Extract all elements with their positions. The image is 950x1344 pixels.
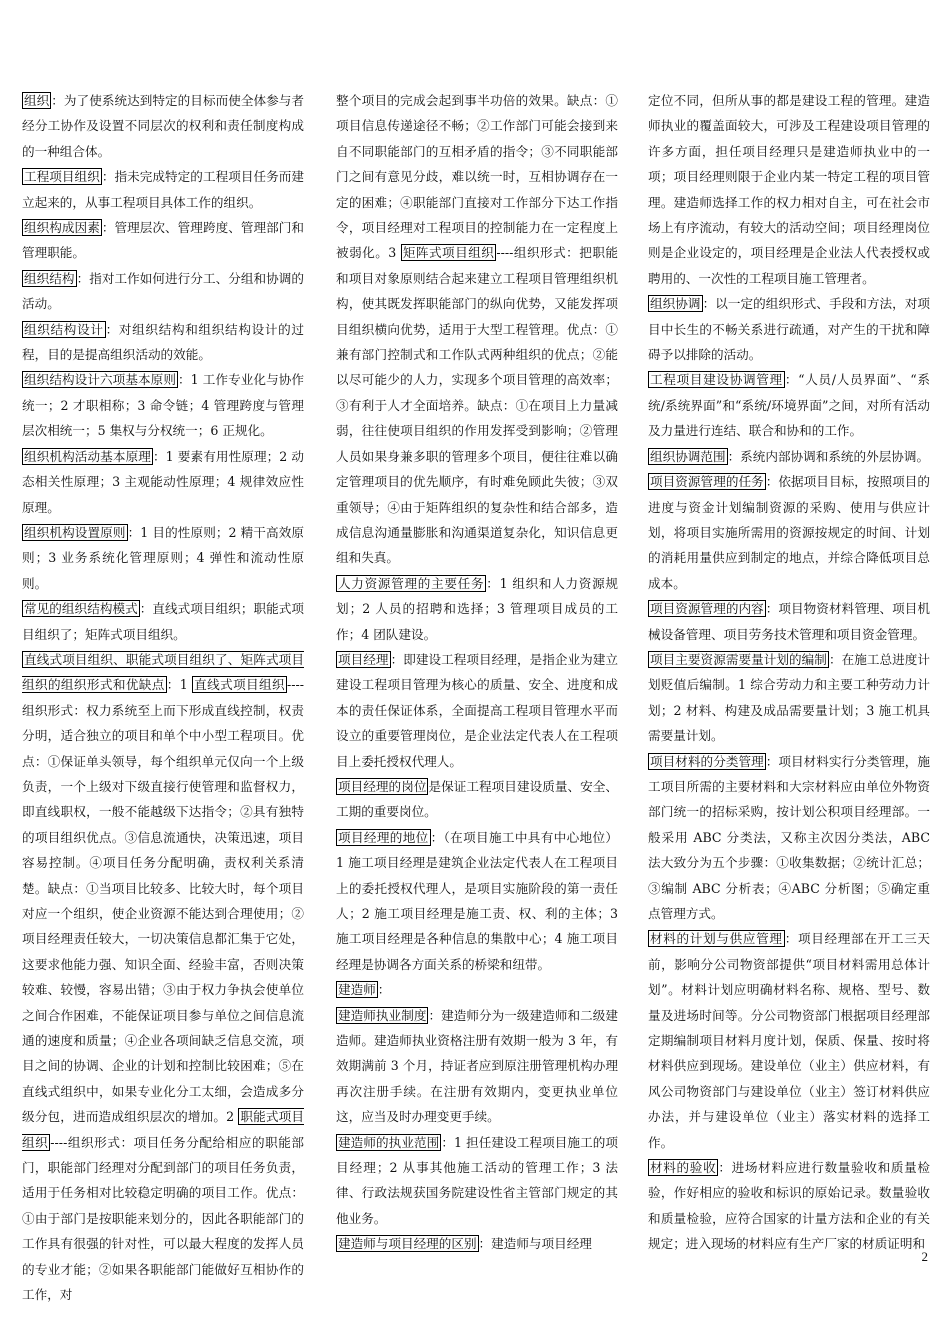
- paragraph: [648, 926, 930, 1155]
- term-heading: 组织机构设置原则: [24, 524, 126, 540]
- term-heading: 组织协调范围: [650, 448, 726, 464]
- term-body: ：（在项目施工中具有中心地位）1 施工项目经理是建筑企业法定代表人在工程项目上的委托授权代理人，是项目实施阶段的第一责任人；2 施工项目经理是施工责、权、利的主体；3 施工项目经理是各种信息的集散中心；4 施工项目经理是协调各方面关系的桥梁和纽带。: [336, 829, 619, 972]
- paragraph: [336, 825, 618, 977]
- term-body: ：建造师分为一级建造师和二级建造师。建造师执业资格注册有效期一般为 3 年，有效期满前 3 个月，持证者应到原注册管理机构办理再次注册手续。在注册有效期内，变更执业单位这，应当及时办理变更手续。: [336, 1007, 619, 1125]
- term-heading: 组织: [24, 93, 50, 108]
- term-body: ：直线式项目组织；职能式项目组织了；矩阵式项目组织。: [22, 601, 305, 642]
- paragraph: [22, 367, 304, 443]
- term-heading: 建造师与项目经理的区别: [338, 1236, 477, 1252]
- term-heading: 项目材料的分类管理: [650, 753, 764, 769]
- term-heading: 组织协调: [650, 296, 701, 312]
- term-body: ：即建设工程项目经理，是指企业为建立建设工程项目管理为核心的质量、安全、进度和成本的责任保证体系，全面提高工程项目管理水平而设立的重要管理岗位，是企业法定代表人在工程项目上委托授权代理人。: [336, 651, 619, 769]
- paragraph: [22, 520, 304, 596]
- term-heading: 常见的组织结构模式: [24, 601, 138, 617]
- paragraph: [22, 596, 304, 647]
- paragraph: [336, 774, 618, 825]
- term-body: ：管理层次、管理跨度、管理部门和管理职能。: [22, 220, 305, 261]
- paragraph: [648, 444, 930, 469]
- term-body: ：建造师与项目经理: [478, 1236, 592, 1252]
- term-heading: 项目经理的岗位: [338, 778, 427, 794]
- paragraph: [22, 444, 304, 520]
- term-heading: 组织机构活动基本原理: [24, 448, 151, 464]
- term-heading: 直线式项目组织、职能式项目组织了、矩阵式项目组织的组织形式和优缺点: [22, 651, 304, 693]
- paragraph: [336, 1231, 618, 1256]
- term-body: ：: [377, 982, 391, 998]
- term-heading: 材料的计划与供应管理: [650, 931, 783, 947]
- paragraph: [22, 215, 304, 266]
- term-body: ：以一定的组织形式、手段和方法，对项目中长生的不畅关系进行疏通，对产生的干扰和障碍予以排除的活动。: [648, 296, 931, 363]
- term-body: ：指未完成特定的工程项目任务而建立起来的，从事工程项目具体工作的组织。: [22, 169, 305, 210]
- paragraph: [336, 647, 618, 774]
- term-body: ：项目材料实行分类管理，施工项目所需的主要材料和大宗材料应由单位外物资部门统一的招标采购，按计划公积项目经理部。一般采用 ABC 分类法，又称主次因分类法，ABC 法大致分为五个步骤：①收集数据；②统计汇总；③编制 ABC 分析表；④ABC 分析图；⑤确定重点管理方式。: [648, 753, 931, 921]
- term-body: ：依据项目目标，按照项目的进度与资金计划编制资源的采购、使用与供应计划，将项目实施所需用的资源按规定的时间、计划的消耗用量供应到制定的地点，并综合降低项目总成本。: [648, 474, 931, 591]
- paragraph: [648, 749, 930, 927]
- paragraph: [648, 367, 930, 443]
- paragraph: [22, 164, 304, 215]
- term-heading: 组织构成因素: [24, 220, 100, 236]
- term-heading: 项目主要资源需要量计划的编制: [650, 651, 827, 667]
- term-heading: 工程项目建设协调管理: [650, 372, 783, 388]
- term-body: ：对组织结构和组织结构设计的过程，目的是提高组织活动的效能。: [22, 321, 305, 363]
- term-heading: 矩阵式项目组织: [402, 245, 495, 261]
- paragraph: [336, 571, 618, 647]
- paragraph: [22, 647, 304, 1308]
- paragraph: [336, 1130, 618, 1232]
- term-body: ----组织形式：权力系统至上而下形成直线控制，权责分明，适合独立的项目和单个中小型工程项目。优点：①保证单头领导，每个组织单元仅向一个上级负责，一个上级对下级直接行使管理和监督权力，即直线职权，一般不能越级下达指令；②具有独特的项目组织优点。③信息流通快，决策迅速，项目容易控制。④项目任务分配明确，责权利关系清楚。缺点：①当项目比较多、比较大时，每个项目对应一个组织，使企业资源不能达到合理使用；②项目经理责任较大，一切决策信息都汇集于它处，这要求他能力强、知识全面、经验丰富，否则决策较难、较慢，容易出错；③由于权力争执会使单位之间合作困难，不能保证项目参与单位之间信息流通的速度和质量；④企业各项间缺乏信息交流，项目之间的协调、企业的计划和控制比较困难；⑤在直线式组织中，如果专业化分工太细，会造成多分级分包，进而造成组织层次的增加。2: [22, 677, 305, 1125]
- term-body: 定位不同，但所从事的都是建设工程的管理。建造师执业的覆盖面较大，可涉及工程建设项目管理的许多方面，担任项目经理只是建造师执业中的一项；项目经理则限于企业内某一特定工程的项目管理。建造师选择工作的权力相对自主，可在社会市场上有序流动，有较大的活动空间；项目经理岗位则是企业设定的，项目经理是企业法人代表授权或聘用的、一次性的工程项目施工管理者。: [648, 93, 930, 286]
- term-heading: 项目经理的地位: [338, 829, 429, 845]
- paragraph: [648, 1155, 930, 1257]
- term-body: ：1: [166, 677, 193, 693]
- term-body: ：1 担任建设工程项目施工的项目经理；2 从事其他施工活动的管理工作；3 法律、行政法规获国务院建设性省主管部门规定的其他业务。: [336, 1134, 618, 1226]
- paragraph: [648, 291, 930, 367]
- column-middle: [336, 88, 618, 1257]
- term-body: ：项目经理部在开工三天前，影响分公司物资部提供“项目材料需用总体计划”。材料计划应明确材料名称、规格、型号、数量及进场时间等。分公司物资部门根据项目经理部定期编制项目材料月度计划，保质、保量、按时将材料供应到现场。建设单位（业主）供应材料，有风公司物资部门与建设单位（业主）签订材料供应办法，并与建设单位（业主）落实材料的选择工作。: [648, 931, 931, 1150]
- term-body: ：“人员/人员界面”、“系统/系统界面”和“系统/环境界面”之间，对所有活动及力量进行连结、联合和协和的工作。: [648, 372, 930, 439]
- term-body: ：1 工作专业化与协作统一；2 才职相称；3 命令链；4 管理跨度与管理层次相统一；5 集权与分权统一；6 正规化。: [22, 372, 304, 439]
- term-body: ：项目物资材料管理、项目机械设备管理、项目劳务技术管理和项目资金管理。: [648, 601, 931, 642]
- term-body: ：为了使系统达到特定的目标而使全体参与者经分工协作及设置不同层次的权利和责任制度构成的一种组合体。: [22, 93, 305, 159]
- term-heading: 项目资源管理的任务: [650, 474, 764, 490]
- paragraph: [336, 977, 618, 1002]
- term-heading: 建造师的执业范围: [338, 1134, 440, 1150]
- term-body: ：进场材料应进行数量验收和质量检验，作好相应的验收和标识的原始记录。数量验收和质量检验，应符合国家的计量方法和企业的有关规定；进入现场的材料应有生产厂家的材质证明和: [648, 1160, 931, 1252]
- term-body: ：1 目的性原则；2 精干高效原则；3 业务系统化管理原则；4 弹性和流动性原则。: [22, 524, 304, 591]
- term-heading: 组织结构设计: [24, 321, 104, 337]
- column-right: [648, 88, 930, 1257]
- term-body: ：1 要素有用性原理；2 动态相关性原理；3 主观能动性原理；4 规律效应性原理。: [22, 448, 304, 515]
- column-left: [22, 88, 304, 1308]
- paragraph: [22, 317, 304, 368]
- paragraph: [22, 88, 304, 164]
- term-heading: 材料的验收: [650, 1160, 717, 1176]
- paragraph: [22, 266, 304, 317]
- term-heading: 项目资源管理的内容: [650, 601, 764, 617]
- paragraph: [336, 88, 618, 571]
- term-body: 整个项目的完成会起到事半功倍的效果。缺点：①项目信息传递途径不畅；②工作部门可能会接到来自不同职能部门的互相矛盾的指令；③不同职能部门之间有意见分歧，难以统一时，互相协调存在一定的困难；④职能部门直接对工作部分下达工作指令，项目经理对工程项目的控制能力在一定程度上被弱化。3: [336, 93, 618, 261]
- term-body: ：在施工总进度计划贬值后编制。1 综合劳动力和主要工种劳动力计划；2 材料、构建及成品需要量计划；3 施工机具需要量计划。: [648, 651, 931, 744]
- paragraph: [648, 647, 930, 749]
- term-body: 是保证工程项目建设质量、安全、工期的重要岗位。: [336, 778, 619, 820]
- paragraph: [336, 1003, 618, 1130]
- term-body: ：1 组织和人力资源规划；2 人员的招聘和选择；3 管理项目成员的工作；4 团队建设。: [336, 575, 618, 642]
- term-heading: 直线式项目组织: [194, 677, 285, 693]
- term-body: ----组织形式：把职能和项目对象原则结合起来建立工程项目管理组织机构，使其既发挥职能部门的纵向优势，又能发挥项目组织横向优势，适用于大型工程管理。优点：①兼有部门控制式和工作队式两种组织的优点；②能以尽可能少的人力，实现多个项目管理的高效率；③有利于人才全面培养。缺点：①在项目上力量减弱，往往使项目组织的作用发挥受到影响；②管理人员如果身兼多职的管理多个项目，便往往难以确定管理项目的优先顺序，有时难免顾此失彼；③双重领导；④由于矩阵组织的复杂性和结合部多，造成信息沟通量膨胀和沟通渠道复杂化，知识信息更组和失真。: [336, 245, 618, 566]
- term-body: ----组织形式：项目任务分配给相应的职能部门，职能部门经理对分配到部门的项目任务负责，适用于任务相对比较稳定明确的项目工作。优点：①由于部门是按职能来划分的，因此各职能部门的工作具有很强的针对性，可以最大程度的发挥人员的专业才能；②如果各职能部门能做好互相协作的工作，对: [22, 1134, 304, 1303]
- term-heading: 建造师执业制度: [338, 1007, 427, 1023]
- term-heading: 项目经理: [338, 651, 389, 667]
- page-number: 2: [921, 1249, 928, 1264]
- term-heading: 人力资源管理的主要任务: [338, 575, 485, 591]
- term-heading: 建造师: [338, 982, 376, 998]
- term-heading: 组织结构: [24, 270, 75, 286]
- paragraph: [648, 596, 930, 647]
- term-body: ：指对工作如何进行分工、分组和协调的活动。: [22, 270, 305, 312]
- term-heading: 工程项目组织: [24, 169, 100, 185]
- term-heading: 职能式项目组织: [22, 1109, 304, 1150]
- term-body: ：系统内部协调和系统的外层协调。: [727, 448, 930, 464]
- paragraph: [648, 469, 930, 596]
- term-heading: 组织结构设计六项基本原则: [24, 372, 176, 388]
- paragraph: [648, 88, 930, 291]
